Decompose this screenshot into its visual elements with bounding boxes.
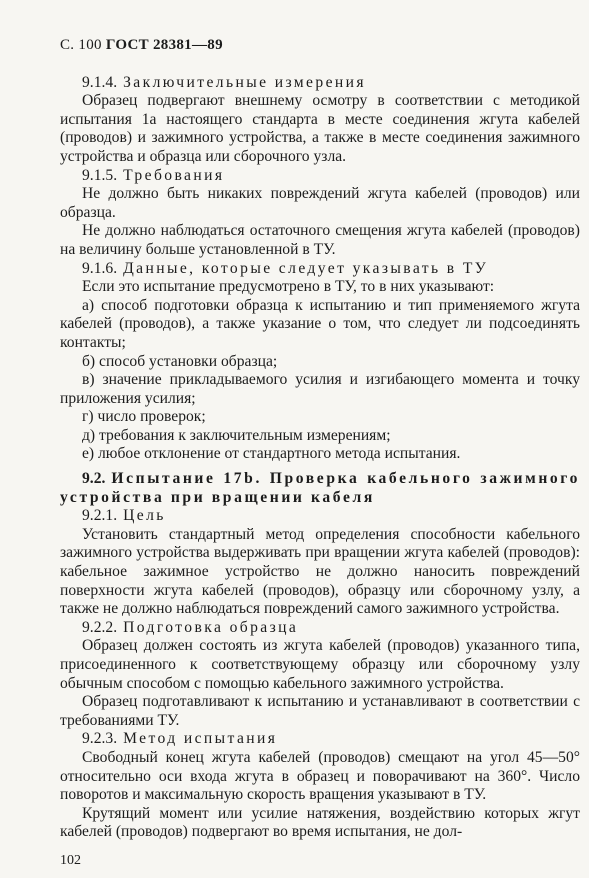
list-item: г) число проверок; bbox=[82, 408, 206, 426]
section-number: 9.1.6. bbox=[82, 259, 118, 277]
page-number: 102 bbox=[60, 853, 81, 868]
paragraph: Не должно быть никаких повреждений жгута кабелей (проводов) или образца. bbox=[60, 185, 580, 221]
header-standard: ГОСТ 28381—89 bbox=[105, 37, 223, 53]
paragraph: Образец подвергают внешнему осмотру в соответствии с методикой испытания 1а настоящего стандарта в месте соединения жгута кабелей (проводов) и зажимного устройства, а также в месте соединения зажимного устройства и образца или сборочного узла. bbox=[60, 92, 580, 165]
paragraph: Образец подготавливают к испытанию и устанавливают в соответствии с требованиями ТУ. bbox=[60, 693, 580, 729]
section-9-1-4 bbox=[60, 74, 580, 167]
section-heading bbox=[60, 619, 580, 638]
section-number: 9.2. bbox=[82, 470, 106, 488]
section-title: Испытание 17b. Проверка кабельного зажимного устройства при вращении кабеля bbox=[60, 470, 580, 506]
section-9-2-heading bbox=[60, 470, 580, 507]
section-9-2-1 bbox=[60, 507, 580, 619]
paragraph: Если это испытание предусмотрено в ТУ, то в них указывают: bbox=[82, 278, 495, 296]
section-title: Заключительные измерения bbox=[123, 73, 366, 91]
paragraph: Образец должен состоять из жгута кабелей (проводов) указанного типа, присоединенного к соответствующему образцу или сборочному узлу обычным способом с помощью кабельного зажимного устройства. bbox=[60, 637, 580, 692]
section-title: Требования bbox=[123, 166, 225, 184]
document-page bbox=[60, 36, 580, 842]
paragraph: Крутящий момент или усилие натяжения, воздействию которых жгут кабелей (проводов) подвергают во время испытания, не дол- bbox=[60, 804, 580, 841]
list-item: б) способ установки образца; bbox=[82, 352, 278, 370]
section-number: 9.2.2. bbox=[82, 618, 118, 636]
list-item: д) требования к заключительным измерениям; bbox=[82, 426, 391, 444]
section-heading bbox=[60, 730, 580, 749]
section-heading bbox=[60, 260, 580, 279]
section-title: Метод испытания bbox=[123, 730, 278, 748]
section-number: 9.2.1. bbox=[82, 507, 118, 525]
section-9-1-6 bbox=[60, 260, 580, 465]
requirements-list bbox=[60, 297, 580, 464]
section-number: 9.1.4. bbox=[82, 73, 118, 91]
section-title: Цель bbox=[123, 507, 166, 525]
header-page-ref: С. 100 bbox=[60, 37, 102, 53]
paragraph: Не должно наблюдаться остаточного смещения жгута кабелей (проводов) на величину больше установленной в ТУ. bbox=[60, 222, 580, 258]
section-9-2-3 bbox=[60, 730, 580, 842]
section-title: Подготовка образца bbox=[123, 618, 299, 636]
paragraph: Свободный конец жгута кабелей (проводов) смещают на угол 45—50° относительно оси входа жгута в образец и поворачивают на 360°. Число поворотов и максимальную скорость вращения указывают в ТУ. bbox=[60, 748, 580, 804]
page-header bbox=[60, 36, 580, 55]
section-heading bbox=[60, 167, 580, 186]
section-9-1-5 bbox=[60, 167, 580, 260]
list-item: а) способ подготовки образца к испытанию и тип применяемого жгута кабелей (проводов), а также указание о том, что следует ли подсоединять контакты; bbox=[60, 296, 580, 351]
list-item: в) значение прикладываемого усилия и изгибающего момента и точку приложения усилия; bbox=[60, 371, 580, 407]
paragraph: Установить стандартный метод определения способности кабельного зажимного устройства выдерживать при вращении жгута кабелей (проводов): кабельное зажимное устройство не должно наносить повреждений поверхности жгута кабелей (проводов), образцу или сборочному узлу, а также не должно наблюдаться повреждений самого зажимного устройства. bbox=[60, 525, 580, 618]
section-number: 9.2.3. bbox=[82, 730, 118, 748]
section-heading bbox=[60, 74, 580, 93]
section-heading bbox=[60, 507, 580, 526]
section-title: Данные, которые следует указывать в ТУ bbox=[123, 259, 489, 277]
section-9-2-2 bbox=[60, 619, 580, 731]
list-item: е) любое отклонение от стандартного метода испытания. bbox=[82, 445, 461, 463]
section-number: 9.1.5. bbox=[82, 166, 118, 184]
